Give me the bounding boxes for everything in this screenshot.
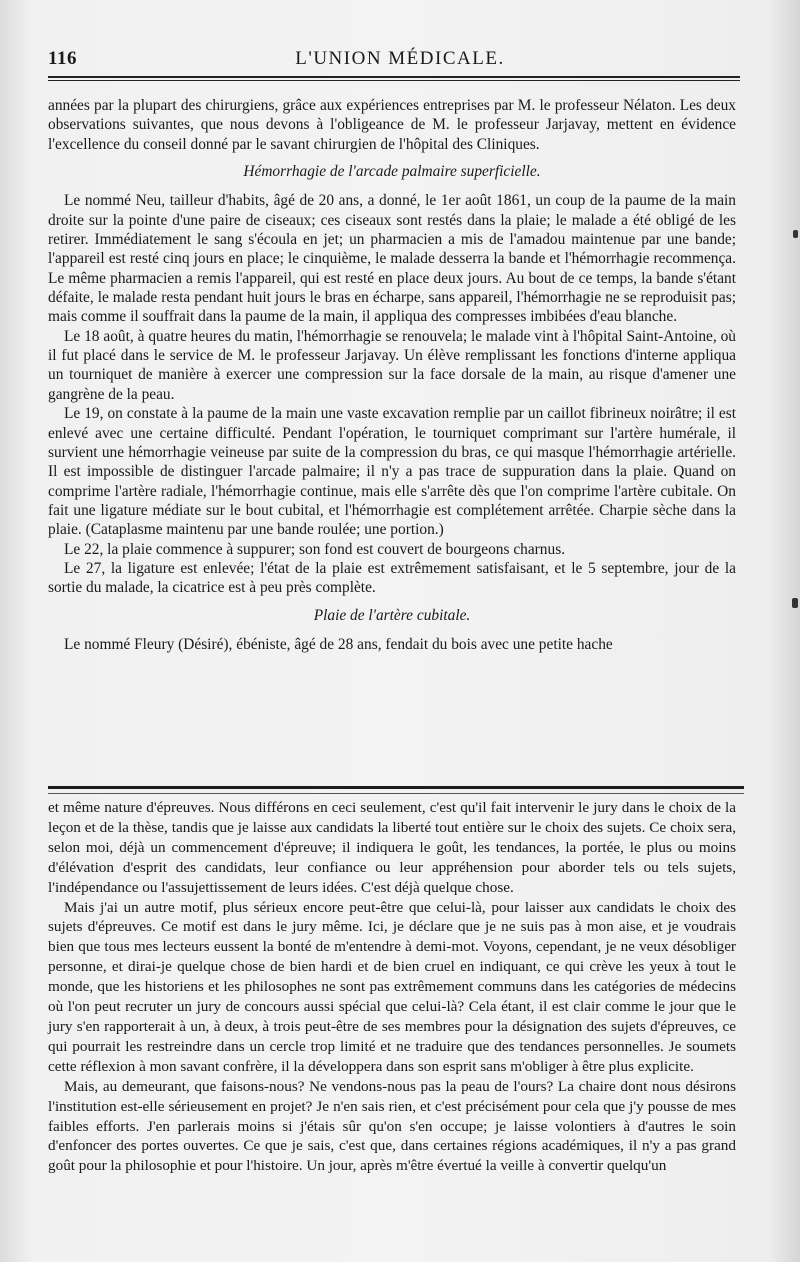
- feuilleton-column: [48, 798, 736, 1176]
- feuilleton-paragraph: Mais j'ai un autre motif, plus sérieux encore peut-être que celui-là, pour laisser aux candidats le choix des sujets d'épreuves. Ce motif est dans le jury même. Ici, je déclare que je ne suis pas à mon aise, et je voudrais bien que tous mes lecteurs eussent la bonté de m'entendre à demi-mot. Voyons, cependant, je ne veux désobliger personne, et dirai-je quelque chose de bien hardi et de bien cruel en indiquant, ce qui crève les yeux à tout le monde, que les historiens et les philosophes ne sont pas extrêmement communs dans les catégories de médecins où l'on peut recruter un jury de concours aussi spécial que celui-là? Cela étant, il est clair comme le jour que le jury s'en rapporterait à un, à deux, à trois peut-être de ses membres pour la désignation des sujets d'épreuves, ce qui pourrait les restreindre dans un cercle trop limité et ne traduire que des tendances personnelles. Je soumets cette réflexion à mon savant confrère, il la développera dans son esprit sans m'obliger à être plus explicite.: [48, 898, 736, 1075]
- case-1-paragraph: Le 27, la ligature est enlevée; l'état de la plaie est extrêmement satisfaisant, et le 5 septembre, jour de la sortie du malade, la cicatrice est à peu près complète.: [48, 559, 736, 597]
- section-heading-palmar-arch: Hémorrhagie de l'arcade palmaire superficielle.: [243, 163, 541, 181]
- case-2-paragraph: Le nommé Fleury (Désiré), ébéniste, âgé de 28 ans, fendait du bois avec une petite hache: [64, 635, 613, 653]
- section-heading-ulnar-artery: Plaie de l'artère cubitale.: [313, 606, 471, 624]
- case-1-paragraph: Le 18 août, à quatre heures du matin, l'hémorrhagie se renouvela; le malade vint à l'hôpital Saint-Antoine, où il fut placé dans le service de M. le professeur Jarjavay. Un élève remplissant les fonctions d'interne appliqua un tourniquet de manière à exercer une compression sur la face dorsale de la main, au risque d'amener une gangrène de la peau.: [48, 327, 736, 403]
- feuilleton-separator: [48, 786, 744, 794]
- article-main-column: [48, 96, 736, 654]
- case-1-paragraph: Le 19, on constate à la paume de la main une vaste excavation remplie par un caillot fibrineux noirâtre; il est enlevé avec une certaine difficulté. Pendant l'opération, le tourniquet comprimant sur l'artère humérale, il survient une hémorrhagie veineuse par suite de la compression du bras, ce qui masque l'hémorrhagie artérielle. Il est impossible de distinguer l'arcade palmaire; il n'y a pas trace de suppuration dans la plaie. Quand on comprime l'artère radiale, l'hémorrhagie continue, mais elle s'arrête dès que l'on comprime l'artère cubitale. On fait une ligature médiate sur le bout cubital, et l'hémorrhagie est complétement arrêtée. Charpie sèche dans la plaie. (Cataplasme maintenu par une bande roulée; une portion.): [48, 405, 736, 539]
- page-edge-mark: [792, 598, 798, 608]
- page-edge-mark: [793, 230, 798, 238]
- page-number: 116: [48, 48, 77, 69]
- feuilleton-paragraph: Mais, au demeurant, que faisons-nous? Ne vendons-nous pas la peau de l'ours? La chaire dont nous désirons l'institution est-elle sérieusement en projet? Je n'en sais rien, et c'est précisément pour cela que j'y pousse de mes faibles efforts. J'en parlerais moins si j'étais sûr qu'on s'en occupe; je laisse volontiers à d'autres le soin d'enfoncer des portes ouvertes. Ce que je sais, c'est que, dans certaines régions académiques, il n'y a pas grand goût pour la philosophie et pour l'histoire. Un jour, après m'être évertué la veille à convertir quelqu'un: [48, 1077, 736, 1175]
- page-header: [48, 48, 752, 74]
- case-1-paragraph: Le nommé Neu, tailleur d'habits, âgé de 20 ans, a donné, le 1er août 1861, un coup de la paume de la main droite sur la pointe d'une paire de ciseaux; ces ciseaux sont restés dans la plaie; le malade a été obligé de les retirer. Immédiatement le sang s'écoula en jet; un pharmacien a mis de l'amadou maintenue par une bande; l'appareil est resté cinq jours en place; le cinquième, le malade desserra la bande et l'hémorrhagie recommença. Le même pharmacien a remis l'appareil, qui est resté en place deux jours. Au bout de ce temps, la bande s'étant défaite, le malade resta pendant huit jours le bras en écharpe, sans appareil, l'hémorrhagie ne se reproduisit pas; mais comme il souffrait dans la paume de la main, il appliqua des compresses imbibées d'eau blanche.: [48, 192, 736, 326]
- feuilleton-paragraph: et même nature d'épreuves. Nous différons en ceci seulement, c'est qu'il fait intervenir le jury dans le choix de la leçon et de la thèse, tandis que je laisse aux candidats la liberté tout entière sur le choix des sujets. Ce choix sera, selon moi, déjà un commencement d'épreuve; il indiquera le goût, les tendances, la portée, le plus ou moins d'élévation d'esprit des candidats, leur confiance ou leur appréhension pour aborder tels ou tels sujets, l'indépendance ou l'assujettissement de leurs idées. C'est déjà quelque chose.: [48, 799, 736, 896]
- header-rule: [48, 76, 740, 81]
- running-title: L'UNION MÉDICALE.: [295, 48, 505, 69]
- intro-paragraph: années par la plupart des chirurgiens, grâce aux expériences entreprises par M. le professeur Nélaton. Les deux observations suivantes, que nous devons à l'obligeance de M. le professeur Jarjavay, mettent en évidence l'excellence du conseil donné par le savant chirurgien de l'hôpital des Cliniques.: [48, 97, 736, 153]
- case-1-paragraph: Le 22, la plaie commence à suppurer; son fond est couvert de bourgeons charnus.: [64, 540, 566, 558]
